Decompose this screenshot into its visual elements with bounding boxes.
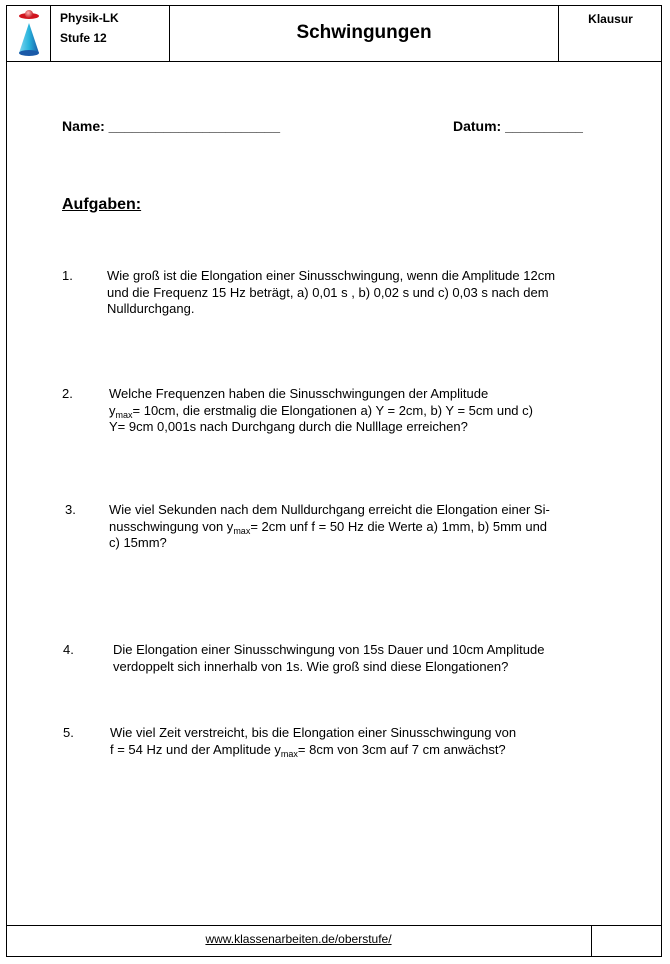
task-line: Wie groß ist die Elongation einer Sinusschwingung, wenn die Amplitude 12cm xyxy=(107,268,556,283)
task-line: c) 15mm? xyxy=(109,535,167,550)
task-line: Welche Frequenzen haben die Sinusschwingungen der Amplitude xyxy=(109,386,489,401)
footer xyxy=(6,925,662,957)
task-text xyxy=(107,268,555,318)
task-text xyxy=(109,386,533,436)
task-text xyxy=(109,502,550,552)
task-line: $y_{max}= 10cm$, die erstmalig die Elongationen a) Y = 2cm, b) Y = 5cm und c) xyxy=(109,402,533,420)
task-line: nusschwingung von $y_{max}= 2cm$ unf f = 50 Hz die Werte a) 1mm, b) 5mm und xyxy=(109,518,548,536)
task-number: 2. xyxy=(62,386,73,401)
section-heading: Aufgaben: xyxy=(62,196,142,213)
footer-divider xyxy=(591,926,592,957)
task-line: f = 54 Hz und der Amplitude $y_{max}= 8cm$ von 3cm auf 7 cm anwächst? xyxy=(110,741,506,759)
task-number: 5. xyxy=(63,725,74,740)
logo-cell xyxy=(6,5,51,61)
task-text xyxy=(110,725,516,758)
footer-url-link[interactable]: www.klassenarbeiten.de/oberstufe/ xyxy=(205,932,392,946)
task-number: 1. xyxy=(62,268,73,283)
course-label: Physik-LK xyxy=(60,11,119,25)
level-label: Stufe 12 xyxy=(60,31,107,45)
task-line: Wie viel Zeit verstreicht, bis die Elongation einer Sinusschwingung von xyxy=(110,725,517,740)
course-cell xyxy=(51,5,170,61)
task-line: Wie viel Sekunden nach dem Nulldurchgang erreicht die Elongation einer Si- xyxy=(109,502,550,517)
subscript-max: max xyxy=(280,748,298,759)
task-number: 3. xyxy=(65,502,76,517)
page-frame xyxy=(6,5,662,957)
page-title: Schwingungen xyxy=(296,22,432,43)
task-line: und die Frequenz 15 Hz beträgt, a) 0,01 s , b) 0,02 s und c) 0,03 s nach dem xyxy=(107,284,549,300)
task-line: verdoppelt sich innerhalb von 1s. Wie groß sind diese Elongationen? xyxy=(113,658,509,674)
name-field: Name: ______________________ xyxy=(62,118,280,134)
logo-icon xyxy=(6,5,51,61)
task-line: Nulldurchgang. xyxy=(107,301,195,316)
date-field: Datum: __________ xyxy=(453,118,583,134)
subscript-max: max xyxy=(233,525,251,536)
subscript-max: max xyxy=(115,409,133,420)
task-number: 4. xyxy=(63,642,74,657)
exam-type-label: Klausur xyxy=(588,12,633,26)
task-line: Y= 9cm 0,001s nach Durchgang durch die Nulllage erreichen? xyxy=(109,419,468,434)
header xyxy=(6,5,662,62)
task-text xyxy=(113,642,544,675)
task-line: Die Elongation einer Sinusschwingung von 15s Dauer und 10cm Amplitude xyxy=(113,642,545,657)
title-cell xyxy=(170,5,559,61)
